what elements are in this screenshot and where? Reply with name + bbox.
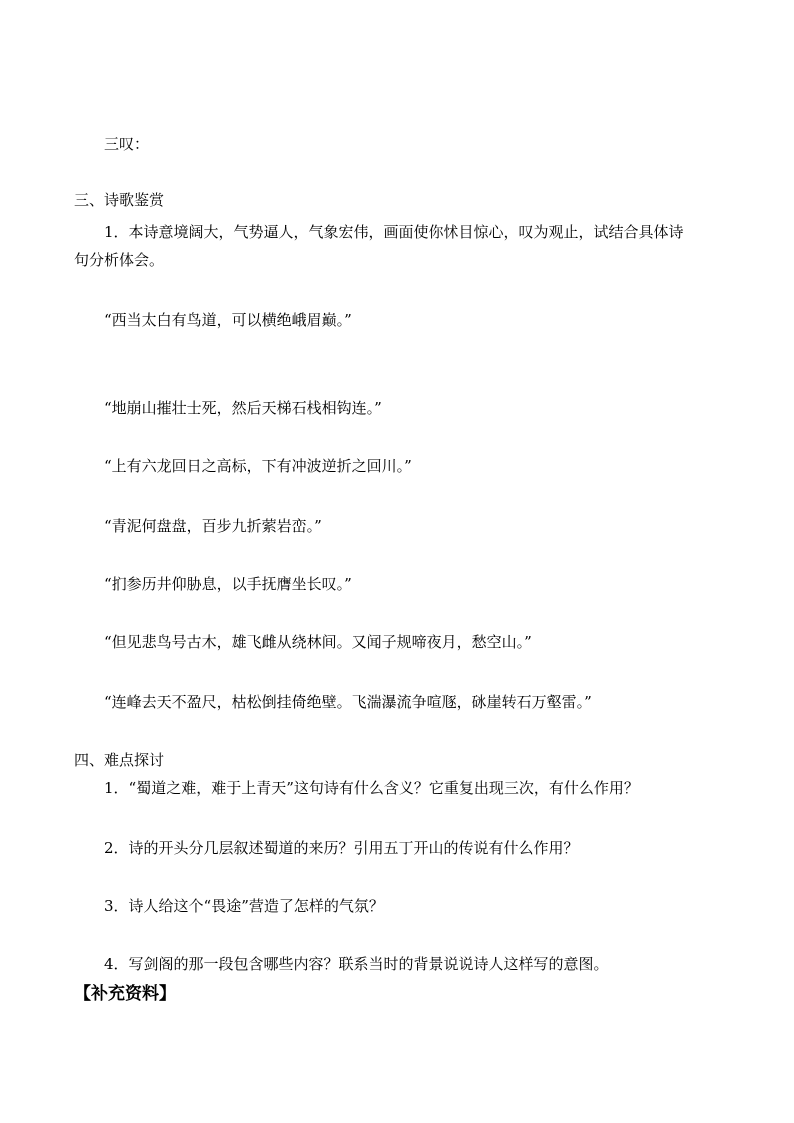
section-4-question: 1．“蜀道之难，难于上青天”这句诗有什么含义？它重复出现三次，有什么作用？ xyxy=(104,779,639,797)
section-4-question: 3．诗人给这个“畏途”营造了怎样的气氛？ xyxy=(104,897,384,915)
sigh-3-label: 三叹： xyxy=(104,135,150,153)
section-4-question: 2．诗的开头分几层叙述蜀道的来历？引用五丁开山的传说有什么作用？ xyxy=(104,839,579,857)
poem-quote: “青泥何盘盘，百步九折萦岩峦。” xyxy=(104,517,322,535)
section-4-question: 4．写剑阁的那一段包含哪些内容？联系当时的背景说说诗人这样写的意图。 xyxy=(104,955,609,973)
supplement-heading: 【补充资料】 xyxy=(74,984,176,1004)
poem-quote: “扪参历井仰胁息，以手抚膺坐长叹。” xyxy=(104,575,352,593)
poem-quote: “上有六龙回日之高标，下有冲波逆折之回川。” xyxy=(104,457,412,475)
section-3-question-1-line-1: 1．本诗意境阔大，气势逼人，气象宏伟，画面使你怵目惊心，叹为观止，试结合具体诗 xyxy=(104,223,684,241)
poem-quote: “但见悲鸟号古木，雄飞雌从绕林间。又闻子规啼夜月，愁空山。” xyxy=(104,633,532,651)
poem-quote: “西当太白有鸟道，可以横绝峨眉巅。” xyxy=(104,311,352,329)
section-4-heading: 四、难点探讨 xyxy=(74,751,165,769)
section-3-question-1-line-2: 句分析体会。 xyxy=(74,251,165,269)
poem-quote: “地崩山摧壮士死，然后天梯石栈相钩连。” xyxy=(104,399,382,417)
section-3-heading: 三、诗歌鉴赏 xyxy=(74,191,165,209)
poem-quote: “连峰去天不盈尺，枯松倒挂倚绝壁。飞湍瀑流争喧豗，砯崖转石万壑雷。” xyxy=(104,693,592,711)
